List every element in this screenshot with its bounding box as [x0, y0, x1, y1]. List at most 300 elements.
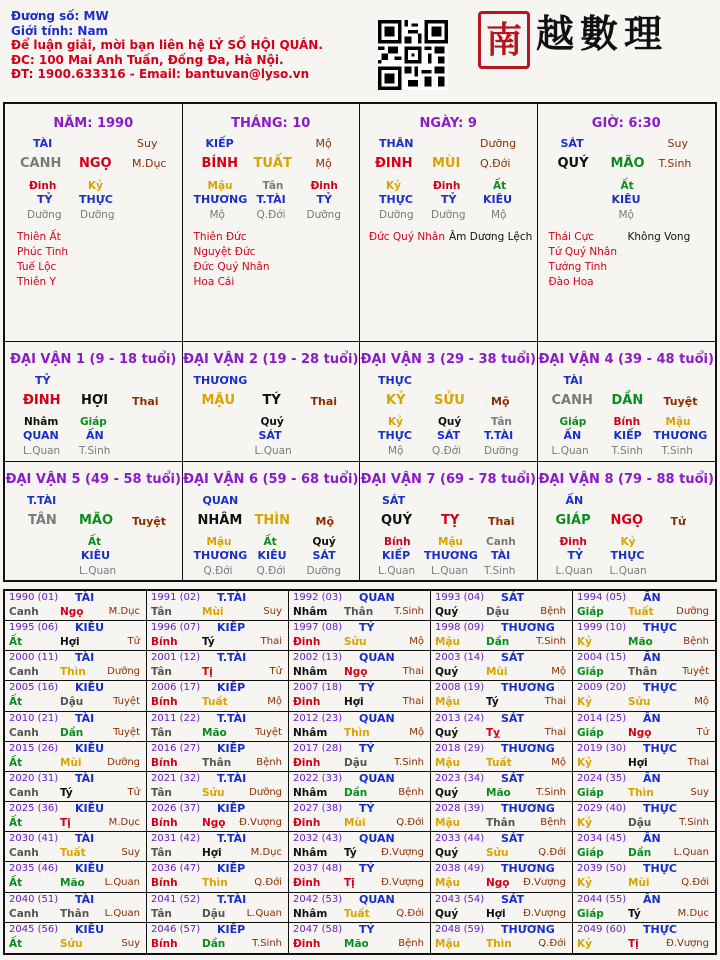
year-cell: [289, 712, 431, 742]
dai-van-title: ĐẠI VẬN 6 (59 - 68 tuổi): [183, 472, 359, 487]
hidden-life: T.Sinh: [661, 445, 693, 457]
year-star: THỰC: [643, 741, 677, 755]
dai-van-chi: HỢI: [81, 393, 109, 408]
hidden-life: Dưỡng: [306, 565, 341, 577]
year-cell: [431, 681, 573, 711]
year-cell: [573, 802, 715, 832]
year-star: T.TÀI: [217, 771, 247, 785]
dai-van-life: Thai: [488, 515, 515, 528]
year-label: 2029 (40): [577, 803, 627, 815]
pillar-life: T.Sinh: [658, 157, 692, 170]
year-can: Tân: [151, 666, 172, 679]
dai-van-2: [183, 342, 361, 462]
hidden-life: T.Sinh: [484, 565, 516, 577]
dai-van-8: [538, 462, 716, 582]
year-cell: [573, 742, 715, 772]
year-chi: Dậu: [628, 817, 652, 830]
year-life: Thai: [544, 696, 566, 708]
year-can: Canh: [9, 907, 39, 920]
year-life: M.Dục: [250, 847, 282, 859]
year-star: TỶ: [359, 922, 375, 936]
hidden-star: KIÊU: [81, 549, 111, 562]
year-chi: Ngọ: [202, 817, 226, 830]
dai-van-chi: NGỌ: [610, 513, 644, 528]
year-star: QUAN: [359, 892, 395, 906]
year-star: TỶ: [359, 681, 375, 695]
year-can: Canh: [9, 786, 39, 799]
year-label: 2009 (20): [577, 682, 627, 694]
dai-van-can: GIÁP: [555, 513, 591, 528]
pillar-chi: MÙI: [432, 156, 461, 171]
year-chi: Hợi: [60, 636, 80, 649]
year-life: Thai: [687, 756, 709, 768]
year-cell: [573, 772, 715, 802]
year-label: 2043 (54): [435, 893, 485, 905]
hidden-stem: Đinh: [559, 536, 587, 548]
year-star: TÀI: [75, 711, 95, 725]
hidden-star: TỶ: [316, 193, 332, 206]
year-can: Tân: [151, 907, 172, 920]
year-cell: [5, 591, 147, 621]
year-star: SÁT: [501, 711, 525, 725]
dai-van-can: CANH: [551, 393, 593, 408]
year-label: 1994 (05): [577, 592, 627, 603]
god-star: Tứ Quý Nhân: [548, 246, 617, 258]
year-label: 2035 (46): [9, 863, 59, 875]
year-cell: [289, 742, 431, 772]
year-label: 2024 (35): [577, 772, 627, 784]
hidden-life: Q.Đới: [256, 565, 286, 577]
year-life: Dưỡng: [676, 606, 709, 617]
year-chi: Hợi: [344, 696, 364, 709]
year-chi: Dậu: [344, 756, 368, 769]
hidden-stem: Tân: [262, 180, 284, 192]
year-can: Đinh: [293, 636, 321, 649]
year-label: 2018 (29): [435, 742, 485, 754]
pillar-life: Q.Đới: [480, 157, 511, 170]
year-cell: [431, 832, 573, 862]
dai-van-life: Tuyệt: [132, 515, 167, 528]
dai-van-star: SÁT: [382, 494, 406, 507]
year-star: TỶ: [359, 741, 375, 755]
year-chi: Tị: [202, 666, 213, 679]
hidden-stem: Ất: [88, 536, 102, 548]
year-can: Giáp: [577, 786, 604, 799]
dai-van-star: TÀI: [563, 374, 583, 387]
year-star: QUAN: [359, 711, 395, 725]
year-label: 2031 (42): [151, 833, 201, 845]
hidden-stem: Kỷ: [388, 416, 403, 428]
year-label: 2042 (53): [293, 893, 343, 905]
year-life: Thai: [260, 636, 282, 648]
pillar-hour: [538, 104, 716, 342]
year-star: KIẾP: [217, 862, 246, 876]
dai-van-can: NHÂM: [197, 513, 243, 528]
year-cell: [147, 621, 289, 651]
year-cell: [289, 591, 431, 621]
hidden-stem: Canh: [486, 536, 516, 548]
dai-van-life: Thai: [132, 395, 159, 408]
year-label: 2017 (28): [293, 742, 343, 754]
year-life: Mộ: [267, 696, 282, 708]
year-label: 2013 (24): [435, 712, 485, 724]
year-can: Giáp: [577, 606, 604, 618]
hidden-life: L.Quan: [79, 565, 117, 577]
year-life: L.Quan: [246, 907, 282, 919]
year-life: Đ.Vượng: [523, 877, 566, 889]
year-star: THƯƠNG: [501, 802, 555, 816]
hidden-star: KIÊU: [257, 549, 287, 562]
god-star: Thiên Đức: [193, 231, 247, 243]
year-can: Kỷ: [577, 817, 592, 830]
year-star: KIẾP: [217, 741, 246, 755]
year-label: 1992 (03): [293, 592, 343, 603]
year-chi: Hợi: [486, 907, 506, 920]
year-chi: Ngọ: [486, 877, 510, 890]
year-can: Nhâm: [293, 847, 328, 860]
year-star: TÀI: [75, 892, 95, 906]
year-life: Tuyệt: [682, 666, 709, 678]
year-cell: [5, 621, 147, 651]
year-life: Q.Đới: [681, 877, 709, 889]
hidden-life: Mộ: [388, 445, 404, 457]
hidden-life: Mộ: [491, 209, 507, 221]
year-life: Q.Đới: [538, 937, 566, 949]
year-can: Kỷ: [577, 877, 592, 890]
year-label: 2001 (12): [151, 652, 201, 664]
dai-van-life: Tuyệt: [663, 395, 698, 408]
hidden-star: KIẾP: [613, 429, 642, 442]
hidden-star: QUAN: [23, 429, 59, 442]
year-can: Mậu: [435, 817, 461, 830]
year-chi: Tý: [202, 636, 215, 649]
hidden-stem: Quý: [312, 536, 336, 548]
dai-van-star: ẤN: [565, 494, 584, 507]
hidden-star: KIẾP: [382, 549, 411, 562]
year-star: SÁT: [501, 892, 525, 906]
hidden-life: L.Quan: [555, 565, 593, 577]
year-cell: [147, 591, 289, 621]
year-life: Mộ: [551, 666, 566, 678]
dai-van-6: [183, 462, 361, 582]
year-can: Tân: [151, 786, 172, 799]
year-star: THƯƠNG: [501, 681, 555, 695]
hidden-stem: Giáp: [80, 416, 107, 428]
year-chi: Ngọ: [628, 726, 652, 739]
year-can: Tân: [151, 726, 172, 739]
pillar-life: Mộ: [315, 157, 332, 170]
year-star: T.TÀI: [217, 651, 247, 665]
year-chi: Ngọ: [60, 606, 84, 618]
year-label: 2019 (30): [577, 742, 627, 754]
pillar-chi: NGỌ: [79, 156, 112, 171]
hidden-star: ẤN: [86, 429, 104, 442]
year-label: 2010 (21): [9, 712, 59, 724]
hidden-stem: Mậu: [438, 536, 464, 548]
year-cell: [5, 802, 147, 832]
hidden-star: T.TÀI: [484, 429, 514, 442]
year-label: 2047 (58): [293, 923, 343, 935]
dai-van-title: ĐẠI VẬN 7 (69 - 78 tuổi): [360, 472, 536, 487]
year-chi: Mão: [486, 786, 511, 799]
hidden-life: Q.Đới: [432, 445, 462, 457]
year-can: Kỷ: [577, 756, 592, 769]
year-chi: Sửu: [202, 786, 225, 799]
dai-van-chi: TỴ: [441, 513, 460, 528]
year-chi: Thân: [486, 817, 516, 830]
dai-van-star: QUAN: [202, 494, 239, 507]
hidden-stem: Ất: [263, 536, 277, 548]
god-star: Nguyệt Đức: [193, 246, 256, 258]
hidden-stem: Ất: [620, 180, 634, 192]
year-label: 2040 (51): [9, 893, 59, 905]
year-can: Quý: [435, 726, 459, 739]
dai-van-chi: THÌN: [254, 513, 290, 528]
god-star: Hoa Cái: [193, 276, 235, 288]
year-star: TỶ: [359, 621, 375, 635]
year-star: ẤN: [643, 832, 661, 846]
year-cell: [147, 712, 289, 742]
year-star: THƯƠNG: [501, 741, 555, 755]
pillar-title: GIỜ: 6:30: [591, 116, 661, 131]
dai-van-7: [360, 462, 538, 582]
year-chi: Dần: [628, 847, 652, 860]
year-cell: [5, 923, 147, 953]
year-star: T.TÀI: [217, 892, 247, 906]
pillar-star: THÂN: [379, 137, 414, 150]
year-chi: Thìn: [344, 726, 370, 739]
year-label: 2049 (60): [577, 923, 627, 935]
year-can: Ất: [9, 937, 23, 950]
year-can: Tân: [151, 847, 172, 860]
year-cell: [431, 772, 573, 802]
dai-van-life: Thai: [310, 395, 338, 408]
year-star: THƯƠNG: [501, 922, 555, 936]
year-chi: Dậu: [60, 696, 84, 709]
year-chi: Thìn: [60, 666, 86, 679]
dai-van-star: THỰC: [378, 374, 412, 387]
year-label: 2006 (17): [151, 682, 201, 694]
year-label: 2039 (50): [577, 863, 627, 875]
year-life: Bệnh: [398, 786, 424, 798]
year-chi: Tý: [628, 907, 641, 920]
year-cell: [5, 893, 147, 923]
year-cell: [573, 681, 715, 711]
god-star: Đào Hoa: [548, 276, 594, 288]
header-info: [11, 9, 323, 82]
hidden-stem: Mậu: [206, 536, 232, 548]
dai-van-star: TỶ: [35, 374, 51, 387]
year-chi: Dậu: [202, 907, 226, 920]
hidden-life: L.Quan: [378, 565, 416, 577]
year-cell: [573, 712, 715, 742]
year-label: 2036 (47): [151, 863, 201, 875]
dai-van-1: [5, 342, 183, 462]
logo-seal: 南: [478, 11, 530, 69]
year-chi: Dần: [202, 937, 226, 950]
year-life: Thai: [402, 696, 424, 708]
annual-years-grid: [3, 589, 717, 955]
hidden-life: Dưỡng: [431, 209, 466, 221]
dai-van-life: Mộ: [315, 515, 335, 528]
year-can: Quý: [435, 847, 459, 860]
year-chi: Mùi: [60, 756, 82, 769]
year-label: 2032 (43): [293, 833, 343, 845]
hidden-life: L.Quan: [431, 565, 469, 577]
year-life: T.Sinh: [536, 636, 566, 648]
year-life: L.Quan: [673, 847, 709, 859]
year-label: 2045 (56): [9, 923, 59, 935]
year-label: 2025 (36): [9, 803, 59, 815]
logo-text: 越數理: [536, 11, 669, 56]
year-cell: [573, 923, 715, 953]
hidden-star: THỰC: [79, 193, 113, 206]
year-cell: [289, 621, 431, 651]
year-star: QUAN: [359, 651, 395, 665]
year-star: THỰC: [643, 621, 677, 635]
hidden-life: Dưỡng: [379, 209, 414, 221]
year-label: 2023 (34): [435, 772, 485, 784]
year-chi: Thân: [344, 606, 374, 618]
hidden-life: T.Sinh: [611, 445, 643, 457]
hidden-star: ẤN: [563, 429, 582, 442]
hidden-stem: Kỷ: [620, 536, 636, 548]
year-cell: [289, 802, 431, 832]
pillar-star: TÀI: [33, 137, 53, 150]
hidden-stem: Nhâm: [24, 416, 59, 428]
hidden-stem: Kỷ: [88, 180, 103, 192]
hidden-star: TỶ: [37, 193, 53, 206]
year-star: TÀI: [75, 591, 95, 604]
hidden-life: L.Quan: [551, 445, 589, 457]
year-can: Nhâm: [293, 606, 328, 618]
year-chi: Sửu: [628, 696, 651, 709]
year-cell: [147, 893, 289, 923]
hidden-stem: Quý: [260, 416, 284, 428]
pillar-chi: MÃO: [610, 156, 645, 171]
pillar-top-life: Suy: [667, 137, 688, 150]
god-star: Tướng Tinh: [548, 261, 607, 273]
year-chi: Thìn: [628, 786, 654, 799]
year-cell: [147, 742, 289, 772]
year-cell: [147, 681, 289, 711]
year-star: KIẾP: [217, 922, 246, 936]
dai-van-3: [360, 342, 538, 462]
year-can: Kỷ: [577, 937, 592, 950]
year-life: Suy: [263, 606, 282, 617]
dai-van-5: [5, 462, 183, 582]
year-cell: [289, 862, 431, 892]
year-label: 2021 (32): [151, 772, 201, 784]
pillar-title: NĂM: 1990: [53, 116, 134, 131]
year-chi: Tuất: [202, 696, 228, 709]
year-star: THỰC: [643, 922, 677, 936]
year-cell: [289, 923, 431, 953]
year-chi: Sửu: [344, 636, 367, 649]
address: ĐC: 100 Mai Anh Tuấn, Đống Đa, Hà Nội.: [11, 52, 284, 67]
year-cell: [147, 862, 289, 892]
year-star: QUAN: [359, 832, 395, 846]
year-life: T.Sinh: [679, 817, 709, 829]
year-life: L.Quan: [104, 877, 140, 889]
year-can: Giáp: [577, 907, 604, 920]
hidden-life: Q.Đới: [256, 209, 286, 221]
hidden-life: L.Quan: [254, 445, 292, 457]
year-life: Đ.Vượng: [381, 847, 424, 859]
year-star: ẤN: [643, 711, 661, 725]
dai-van-chi: DẦN: [611, 393, 644, 408]
dai-van-4: [538, 342, 716, 462]
year-life: Dưỡng: [107, 756, 140, 768]
year-star: KIÊU: [75, 681, 105, 695]
year-label: 2007 (18): [293, 682, 343, 694]
year-can: Mậu: [435, 756, 461, 769]
year-cell: [5, 772, 147, 802]
year-chi: Tý: [486, 696, 499, 709]
year-life: T.Sinh: [536, 786, 566, 798]
hidden-stem: Bính: [613, 416, 641, 428]
year-can: Mậu: [435, 877, 461, 890]
year-chi: Mão: [202, 726, 227, 739]
year-can: Ất: [9, 636, 23, 649]
year-chi: Tý: [344, 847, 357, 860]
year-can: Kỷ: [577, 636, 592, 649]
year-cell: [289, 832, 431, 862]
year-can: Đinh: [293, 756, 321, 769]
pillar-top-life: Mộ: [315, 137, 332, 150]
dai-van-chi: MÃO: [79, 513, 114, 528]
year-cell: [573, 591, 715, 621]
hidden-star: THƯƠNG: [193, 549, 248, 562]
year-chi: Thân: [202, 756, 232, 769]
hidden-star: TỶ: [441, 193, 457, 206]
year-chi: Mùi: [628, 877, 650, 890]
year-chi: Thân: [60, 907, 90, 920]
year-life: Mộ: [409, 636, 424, 648]
year-can: Mậu: [435, 937, 461, 950]
god-star: Tuế Lộc: [17, 261, 57, 273]
year-chi: Tuất: [486, 756, 512, 769]
dai-van-title: ĐẠI VẬN 1 (9 - 18 tuổi): [10, 352, 177, 367]
year-star: ẤN: [643, 771, 661, 785]
year-chi: Tuất: [628, 606, 654, 618]
year-cell: [147, 832, 289, 862]
year-star: KIÊU: [75, 741, 105, 755]
year-label: 2034 (45): [577, 833, 627, 845]
year-label: 1996 (07): [151, 622, 201, 634]
dai-van-can: ĐINH: [23, 393, 61, 408]
year-life: Tử: [127, 786, 140, 798]
year-life: Tuyệt: [113, 726, 140, 738]
year-can: Đinh: [293, 817, 321, 830]
dai-van-title: ĐẠI VẬN 2 (19 - 28 tuổi): [183, 352, 359, 367]
year-cell: [573, 893, 715, 923]
year-chi: Tỵ: [486, 726, 501, 739]
pillar-year: [5, 104, 183, 342]
year-can: Quý: [435, 606, 459, 618]
year-star: THỰC: [643, 681, 677, 695]
hidden-star: THỰC: [610, 549, 645, 562]
logo: [478, 11, 708, 71]
year-chi: Thìn: [486, 937, 512, 950]
gender: Giới tính: Nam: [11, 23, 109, 38]
year-life: Mộ: [409, 726, 424, 738]
year-cell: [573, 862, 715, 892]
year-cell: [5, 681, 147, 711]
hidden-star: THƯƠNG: [193, 193, 248, 206]
year-can: Nhâm: [293, 907, 328, 920]
pillar-can: QUÝ: [557, 156, 589, 171]
